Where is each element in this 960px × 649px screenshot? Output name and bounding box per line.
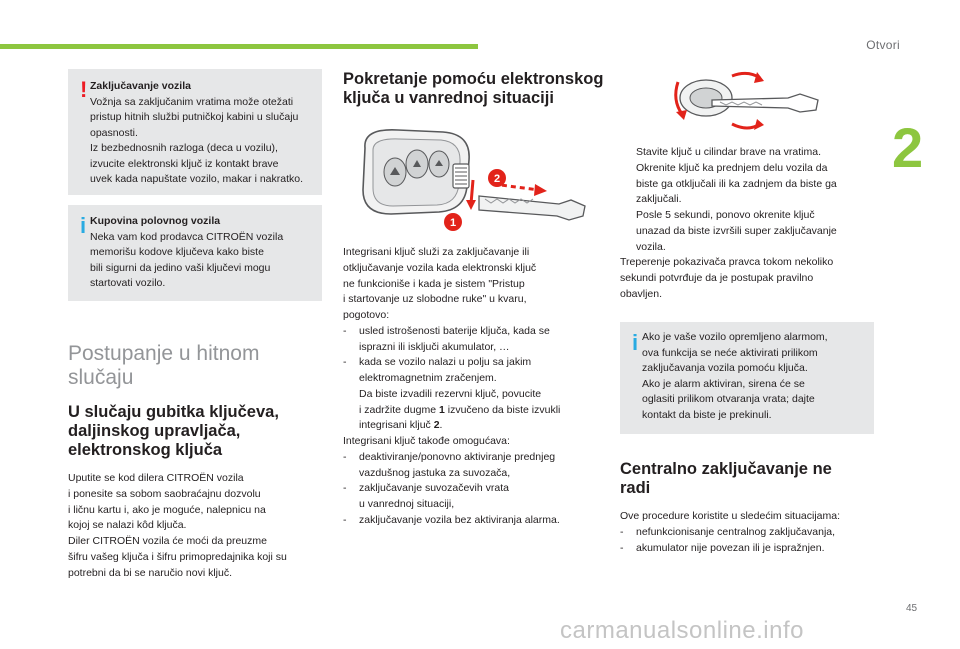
warning-line: Vožnja sa zaključanim vratima može otežati bbox=[90, 95, 294, 108]
info-line: startovati vozilo. bbox=[90, 277, 166, 290]
list-item-text: deaktiviranje/ponovno aktiviranje prednjeg bbox=[359, 450, 556, 463]
list-item-text: usled istrošenosti baterije ključa, kada se bbox=[359, 324, 550, 337]
dash-marker: - bbox=[620, 525, 624, 538]
step-text bbox=[343, 403, 611, 419]
central-locking-title bbox=[620, 460, 882, 498]
info-line: Ako je vaše vozilo opremljeno alarmom, bbox=[642, 331, 828, 343]
emergency-start-title bbox=[343, 70, 613, 108]
step-text-part: i zadržite dugme bbox=[359, 403, 439, 416]
step-ref-1: 1 bbox=[438, 403, 445, 416]
list-item bbox=[620, 541, 882, 557]
body-line: Treperenje pokazivača pravca tokom nekoliko bbox=[620, 256, 834, 269]
info-box-used-vehicle bbox=[68, 205, 322, 301]
dash-marker: - bbox=[343, 513, 347, 526]
body-line: i ponesite sa sobom saobraćajnu dozvolu bbox=[68, 487, 261, 500]
list-item bbox=[343, 355, 611, 371]
info-line: Ako je alarm aktiviran, sirena će se bbox=[642, 377, 805, 390]
warning-line: izvucite elektronski ključ iz kontakt brave bbox=[90, 157, 279, 170]
dash-marker: - bbox=[343, 482, 347, 495]
body-line: ne funkcioniše i kada je sistem "Pristup bbox=[343, 277, 525, 290]
list-item-text: zaključavanje suvozačevih vrata bbox=[359, 482, 509, 495]
dash-marker: - bbox=[343, 324, 347, 337]
step-text: Okrenite ključ ka prednjem delu vozila da bbox=[636, 161, 828, 174]
body-line: i ličnu kartu i, ako je moguće, nalepnicu na bbox=[68, 503, 266, 516]
list-item bbox=[343, 450, 611, 466]
list-item-text: u vanrednoj situaciji, bbox=[359, 498, 455, 510]
subsection-title-line: elektronskog ključa bbox=[68, 440, 223, 459]
subsection-title-line: U slučaju gubitka ključeva, bbox=[68, 403, 279, 421]
list-item-text: akumulator nije povezan ili je ispražnjen. bbox=[636, 541, 825, 554]
warning-line: Iz bezbednosnih razloga (deca u vozilu), bbox=[90, 142, 278, 155]
body-line: Uputite se kod dilera CITROËN vozila bbox=[68, 472, 244, 484]
chapter-number: 2 bbox=[892, 116, 924, 179]
info-line: oglasiti prilikom otvaranja vrata; dajte bbox=[642, 393, 815, 406]
body-line: otključavanje vozila kada elektronski ključ bbox=[343, 261, 537, 274]
info-i-icon: i bbox=[80, 213, 87, 238]
section-label: Otvori bbox=[866, 38, 900, 52]
door-lock-procedure bbox=[620, 145, 882, 303]
step-text: biste ga otključali ili ka zadnjem da biste ga bbox=[636, 177, 837, 190]
step-item bbox=[343, 387, 611, 403]
dash-marker: - bbox=[620, 541, 624, 554]
body-line: Ove procedure koristite u sledećim situacijama: bbox=[620, 510, 841, 522]
dash-marker: - bbox=[343, 450, 347, 463]
body-line: pogotovo: bbox=[343, 309, 390, 321]
body-line: sekundi potvrđuje da je postupak pravilno bbox=[620, 272, 814, 284]
header-accent-bar bbox=[0, 44, 478, 49]
step-text bbox=[343, 418, 611, 434]
warning-line: uvek kada napuštate vozilo, makar i nakratko. bbox=[90, 173, 304, 186]
list-item-text: vazdušnog jastuka za suvozača, bbox=[359, 466, 511, 479]
electronic-key-illustration bbox=[343, 120, 603, 240]
list-item-text: nefunkcionisanje centralnog zaključavanja, bbox=[636, 525, 836, 538]
title-line: radi bbox=[620, 478, 651, 497]
warning-line: pristup hitnih službi putničkoj kabini u slučaju bbox=[90, 111, 299, 124]
title-line: Centralno zaključavanje ne bbox=[620, 460, 832, 478]
step-text: unazad da biste izvršili super zaključavanje bbox=[636, 224, 837, 237]
list-item bbox=[343, 324, 611, 340]
list-item-text: kada se vozilo nalazi u polju sa jakim bbox=[359, 356, 532, 369]
info-line: ova funkcija se neće aktivirati prilikom bbox=[642, 346, 818, 359]
section-title bbox=[68, 342, 328, 390]
info-box-alarm bbox=[620, 322, 874, 434]
body-line: Integrisani ključ takođe omogućava: bbox=[343, 435, 510, 447]
section-title-line: slučaju bbox=[68, 366, 134, 390]
warning-exclamation-icon: ! bbox=[80, 77, 88, 102]
key-in-door-lock-illustration bbox=[668, 70, 838, 135]
watermark: carmanualsonline.info bbox=[560, 617, 804, 644]
body-line: potrebni da bi se naručio novi ključ. bbox=[68, 566, 233, 579]
info-line: Neka vam kod prodavca CITROËN vozila bbox=[90, 230, 284, 243]
list-item-text: elektromagnetnim zračenjem. bbox=[359, 372, 497, 384]
subsection-title-line: daljinskog upravljača, bbox=[68, 421, 241, 440]
step-text: Posle 5 sekundi, ponovo okrenite ključ bbox=[636, 209, 815, 221]
info-line: zaključavanja vozila pomoću ključa. bbox=[642, 362, 808, 375]
list-item bbox=[620, 525, 882, 541]
body-line: kojoj se nalazi kôd ključa. bbox=[68, 519, 187, 532]
dash-marker: - bbox=[343, 356, 347, 369]
step-text-part: . bbox=[439, 419, 443, 432]
list-item-text: zaključavanje vozila bez aktiviranja alarma. bbox=[359, 513, 560, 526]
step-text-part: integrisani ključ bbox=[359, 419, 434, 432]
list-item bbox=[343, 513, 611, 529]
body-line: Diler CITROËN vozila će moći da preuzme bbox=[68, 535, 267, 547]
step-text: vozila. bbox=[636, 240, 666, 253]
list-item bbox=[343, 481, 611, 497]
info-box-title: Kupovina polovnog vozila bbox=[90, 215, 221, 227]
body-line: i startovanje uz slobodne ruke" u kvaru, bbox=[343, 293, 527, 306]
central-locking-body bbox=[620, 509, 882, 556]
lost-keys-body bbox=[68, 471, 330, 581]
section-title-line: Postupanje u hitnom bbox=[68, 342, 260, 365]
step-text-part: izvučeno da biste izvukli bbox=[444, 403, 561, 416]
callout-1: 1 bbox=[449, 217, 457, 229]
step-item bbox=[620, 208, 882, 224]
info-line: memorišu kodove ključeva kako biste bbox=[90, 246, 264, 259]
step-text: Da biste izvadili rezervni ključ, povucite bbox=[359, 387, 542, 400]
title-line: Pokretanje pomoću elektronskog bbox=[343, 70, 604, 88]
body-line: Integrisani ključ služi za zaključavanje ili bbox=[343, 246, 530, 258]
warning-line: opasnosti. bbox=[90, 126, 138, 139]
step-ref-2: 2 bbox=[433, 419, 440, 432]
emergency-start-body bbox=[343, 245, 611, 529]
body-line: šifru vašeg ključa i šifru primopredajnika koji su bbox=[68, 550, 287, 563]
warning-box bbox=[68, 69, 322, 195]
step-item bbox=[620, 161, 882, 177]
title-line: ključa u vanrednoj situaciji bbox=[343, 88, 554, 107]
step-text: Stavite ključ u cilindar brave na vratima. bbox=[636, 146, 821, 158]
warning-box-title: Zaključavanje vozila bbox=[90, 80, 191, 92]
subsection-title-lost-keys bbox=[68, 403, 328, 460]
info-line: kontakt da biste je prekinuli. bbox=[642, 408, 772, 421]
list-item-text: isprazni ili isključi akumulator, … bbox=[359, 340, 510, 353]
info-i-icon: i bbox=[632, 330, 639, 355]
page-number: 45 bbox=[906, 603, 918, 614]
info-line: bili sigurni da jedino vaši ključevi mogu bbox=[90, 261, 271, 274]
step-item bbox=[620, 145, 882, 161]
callout-2: 2 bbox=[493, 173, 501, 185]
body-line: obavljen. bbox=[620, 287, 663, 300]
step-text: zaključali. bbox=[636, 193, 682, 206]
